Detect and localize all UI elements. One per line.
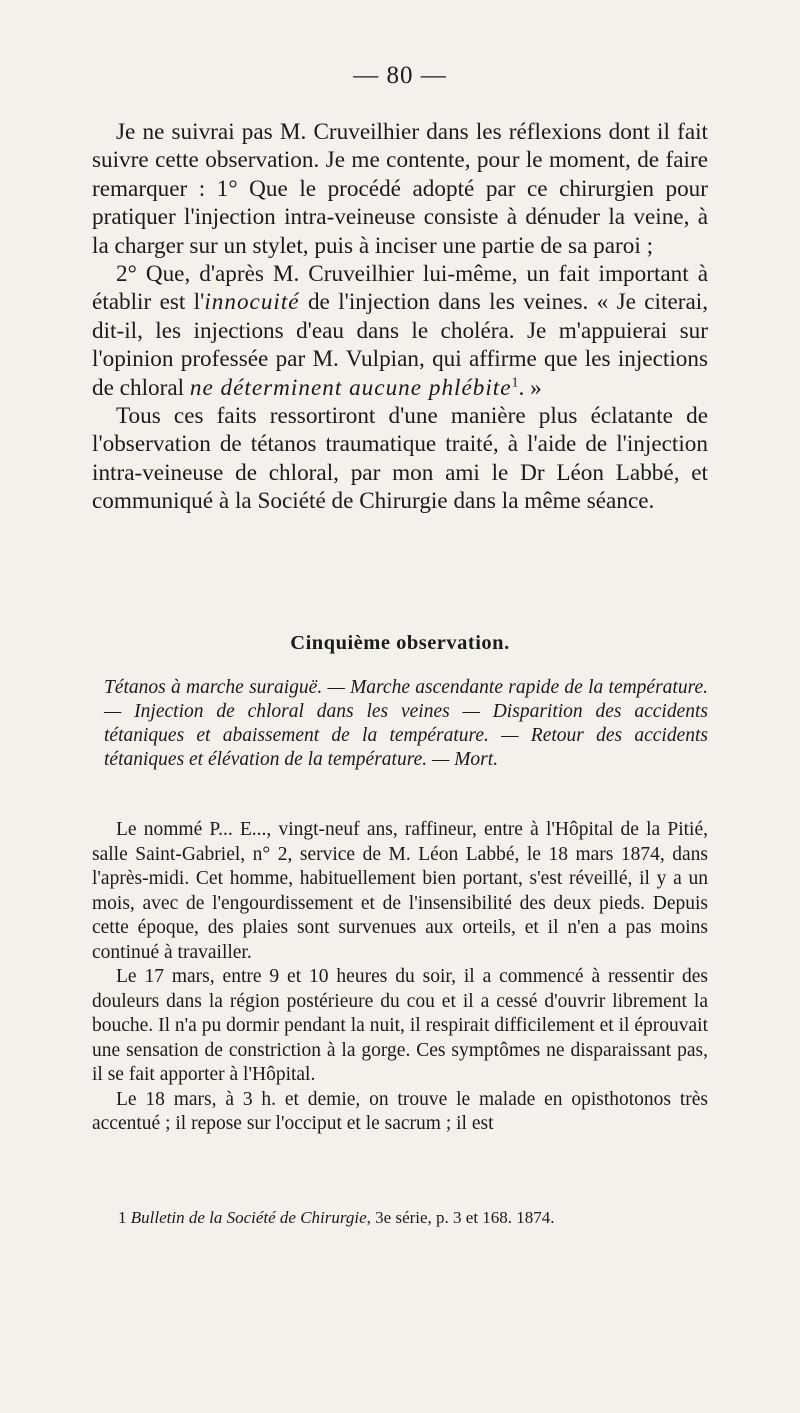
paragraph: 2° Que, d'après M. Cruveilhier lui-même, un fait important à établir est l'innocuité de l'injection dans les veines. « Je citerai, dit-il, les injections d'eau dans le choléra. Je m'appuierai sur l'opinion professée par M. Vulpian, qui affirme que les injections de chloral ne déterminent aucune phlébite$^1$. » [92,261,708,401]
emphasis: innocuité [204,289,300,316]
intro-text [92,118,708,516]
footnote-ref: 1 [511,374,519,390]
paragraph: Le 18 mars, à 3 h. et demie, on trouve le malade en opisthotonos très accentué ; il repose sur l'occiput et le sacrum ; il est [92,1088,708,1134]
paragraph: Tous ces faits ressortiront d'une manière plus éclatante de l'observation de tétanos traumatique traité, à l'aide de l'injection intra-veineuse de chloral, par mon ami le Dr Léon Labbé, et communiqué à la Société de Chirurgie dans la même séance. [92,403,708,515]
section-title: Cinquième observation. [290,632,510,654]
paragraph: Je ne suivrai pas M. Cruveilhier dans les réflexions dont il fait suivre cette observation. Je me contente, pour le moment, de faire remarquer : 1° Que le procédé adopté par ce chirurgien pour pratiquer l'injection intra-veineuse consiste à dénuder la veine, à la charger sur un stylet, puis à inciser une partie de sa paroi ; [92,119,708,259]
footnote-details: , 3e série, p. 3 et 168. 1874. [366,1208,555,1227]
footnote [118,1207,708,1229]
paragraph: Le 17 mars, entre 9 et 10 heures du soir, il a commencé à ressentir des douleurs dans la région postérieure du cou et il a cessé d'ouvrir librement la bouche. Il n'a pu dormir pendant la nuit, il respirait difficilement et il éprouvait une sensation de constriction à la gorge. Ces symptômes ne disparaissant pas, il se fait apporter à l'Hôpital. [92,966,708,1085]
section-subtitle: Tétanos à marche suraiguë. — Marche ascendante rapide de la température. — Injection de chloral dans les veines — Disparition des accidents tétaniques et abaissement de la température. — Retour des accidents tétaniques et élévation de la température. — Mort. [104,677,708,770]
emphasis: ne déterminent aucune phlébite [189,374,512,401]
observation-text [92,818,708,1137]
footnote-source: Bulletin de la Société de Chirurgie [130,1208,367,1227]
page-number: — 80 — [353,62,447,89]
footnote-number: 1 [118,1208,127,1227]
paragraph: Le nommé P... E..., vingt-neuf ans, raffineur, entre à l'Hôpital de la Pitié, salle Saint-Gabriel, n° 2, service de M. Léon Labbé, le 18 mars 1874, dans l'après-midi. Cet homme, habituellement bien portant, s'est réveillé, il y a un mois, avec de l'engourdissement et de l'insensibilité des deux pieds. Depuis cette époque, des plaies sont survenues aux orteils, et il n'en a pas moins continué à travailler. [92,819,708,963]
